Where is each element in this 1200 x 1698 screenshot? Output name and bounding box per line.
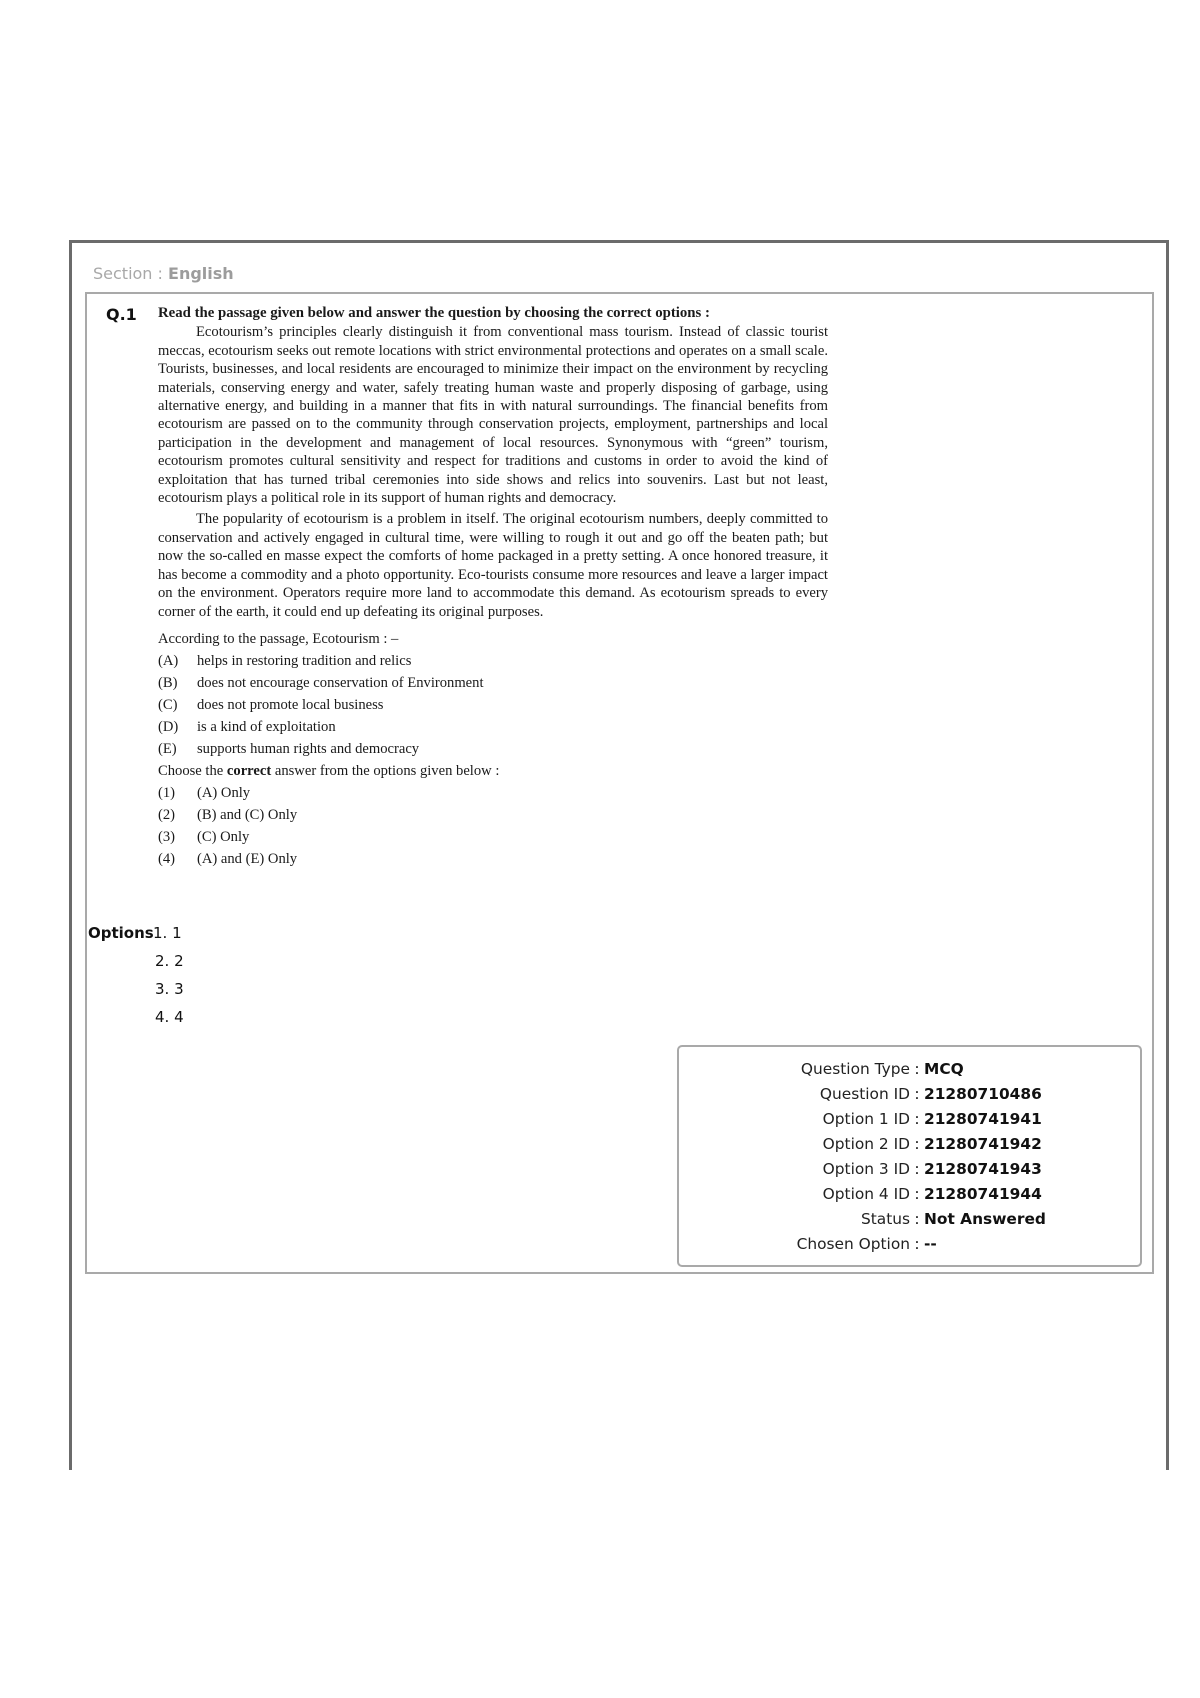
meta-key: Status: [860, 1209, 910, 1228]
option-item-4: 4. 4: [155, 1008, 184, 1026]
answer-choice-row: [158, 782, 828, 804]
statement-key: (C): [158, 697, 178, 714]
answer-choice-key: (4): [158, 851, 176, 868]
question-meta-table: [677, 1056, 1142, 1256]
answer-choice-text: (C) Only: [197, 829, 250, 846]
meta-key: Option 1 ID: [822, 1109, 910, 1128]
option-item-3: 3. 3: [155, 980, 184, 998]
statement-text: supports human rights and democracy: [197, 741, 420, 758]
meta-separator: :: [914, 1209, 920, 1228]
statement-row: [158, 650, 828, 672]
answer-choice-row: [158, 826, 828, 848]
statement-text: helps in restoring tradition and relics: [197, 653, 412, 670]
meta-separator: :: [914, 1059, 920, 1078]
meta-row-option-3-id: [677, 1156, 1142, 1181]
question-number: Q.1: [106, 305, 137, 324]
meta-value: MCQ: [924, 1059, 964, 1078]
choose-bold: correct: [226, 763, 272, 780]
meta-row-status: [677, 1206, 1142, 1231]
meta-key: Chosen Option: [796, 1234, 910, 1253]
meta-row-option-4-id: [677, 1181, 1142, 1206]
meta-value: 21280710486: [924, 1084, 1042, 1103]
meta-row-question-id: [677, 1081, 1142, 1106]
meta-separator: :: [914, 1159, 920, 1178]
option-item-2: 2. 2: [155, 952, 184, 970]
section-header: [93, 264, 234, 283]
choose-suffix: answer from the options given below :: [271, 763, 500, 780]
answer-choice-key: (3): [158, 829, 176, 846]
choose-prefix: Choose the: [158, 763, 227, 780]
section-prefix: Section :: [93, 264, 169, 283]
statement-key: (A): [158, 653, 179, 670]
choose-instruction: [158, 760, 828, 782]
option-item-1: 1. 1: [153, 924, 182, 942]
meta-key: Option 2 ID: [822, 1134, 910, 1153]
meta-row-chosen-option: [677, 1231, 1142, 1256]
statement-key: (B): [158, 675, 178, 692]
meta-row-option-2-id: [677, 1131, 1142, 1156]
statement-key: (E): [158, 741, 177, 758]
meta-key: Question ID: [819, 1084, 910, 1103]
meta-separator: :: [914, 1084, 920, 1103]
statement-row: [158, 738, 828, 760]
question-stem: According to the passage, Ecotourism : –: [158, 630, 399, 647]
meta-key: Option 4 ID: [822, 1184, 910, 1203]
meta-value: 21280741942: [924, 1134, 1042, 1153]
statement-text: is a kind of exploitation: [197, 719, 336, 736]
meta-value: 21280741941: [924, 1109, 1042, 1128]
passage-paragraph-1: Ecotourism’s principles clearly distinguish it from conventional mass tourism. Instead of classic tourist meccas, ecotourism seeks out remote locations with strict environmental protections and operates on a small scale. Tourists, businesses, and local residents are encouraged to minimize their impact on the environment by recycling materials, conserving energy and water, safely treating human waste and properly disposing of garbage, using alternative energy, and building in a manner that fits in with natural surroundings. The financial benefits from ecotourism are passed on to the community through conservation projects, employment, partnerships and local participation in the development and management of local resources. Synonymous with “green” tourism, ecotourism promotes cultural sensitivity and respect for traditions and customs in order to avoid the kind of exploitation that has turned tribal ceremonies into side shows and relics into souvenirs. Last but not least, ecotourism plays a political role in its support of human rights and democracy.: [158, 324, 828, 507]
meta-value: 21280741944: [924, 1184, 1042, 1203]
answer-choice-text: (B) and (C) Only: [197, 807, 298, 824]
meta-value: Not Answered: [924, 1209, 1046, 1228]
meta-separator: :: [914, 1234, 920, 1253]
statement-text: does not encourage conservation of Environment: [197, 675, 484, 692]
meta-separator: :: [914, 1109, 920, 1128]
meta-separator: :: [914, 1134, 920, 1153]
answer-choice-row: [158, 848, 828, 870]
meta-separator: :: [914, 1184, 920, 1203]
meta-value: 21280741943: [924, 1159, 1042, 1178]
answer-choice-text: (A) Only: [197, 785, 251, 802]
meta-value: --: [924, 1234, 937, 1253]
meta-key: Question Type: [800, 1059, 910, 1078]
statement-text: does not promote local business: [197, 697, 384, 714]
statement-key: (D): [158, 719, 179, 736]
passage-paragraph-2: The popularity of ecotourism is a problem in itself. The original ecotourism numbers, deeply committed to conservation and actively engaged in cultural time, were willing to rough it out and go off the beaten path; but now the so-called en masse expect the comforts of home packaged in a pretty setting. A once honored treasure, it has become a commodity and a photo opportunity. Eco-tourists consume more resources and leave a larger impact on the environment. Operators require more land to accommodate this demand. As ecotourism spreads to every corner of the earth, it could end up defeating its original purposes.: [158, 511, 828, 620]
statement-row: [158, 672, 828, 694]
statement-row: [158, 716, 828, 738]
options-label: Options: [88, 924, 154, 942]
question-body: [158, 304, 828, 870]
meta-row-question-type: [677, 1056, 1142, 1081]
answer-choice-text: (A) and (E) Only: [197, 851, 298, 868]
answer-choice-key: (2): [158, 807, 176, 824]
meta-key: Option 3 ID: [822, 1159, 910, 1178]
section-name: English: [168, 264, 234, 283]
question-instruction: Read the passage given below and answer the question by choosing the correct options :: [158, 305, 710, 321]
statement-row: [158, 694, 828, 716]
meta-row-option-1-id: [677, 1106, 1142, 1131]
answer-choice-row: [158, 804, 828, 826]
answer-choice-key: (1): [158, 785, 176, 802]
option-list: [155, 924, 275, 1036]
